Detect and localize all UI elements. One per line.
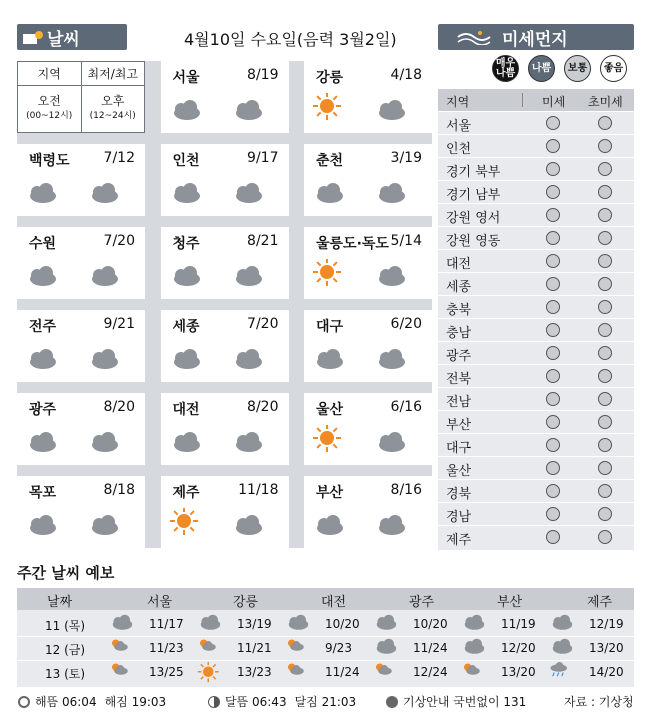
sun-icon	[312, 259, 342, 291]
dust-row	[438, 364, 634, 386]
city-name: 울릉도·독도	[316, 236, 389, 252]
cloud-icon	[87, 514, 123, 540]
weekly-temp: 11/23	[149, 641, 184, 655]
city-name: 대구	[316, 319, 344, 335]
city-name: 전주	[29, 319, 57, 335]
city-name: 대전	[172, 402, 200, 418]
sun-icon	[169, 508, 199, 540]
city-temp: 8/20	[247, 399, 279, 415]
info-text: 기상안내 국번없이 131	[403, 695, 527, 709]
city-temp: 8/18	[103, 482, 135, 498]
weekly-date: 12 (금)	[45, 643, 86, 657]
sunrise: 해뜸 06:04	[35, 695, 97, 709]
cloud-icon	[231, 431, 267, 457]
dust-header-pm10: 미세	[542, 95, 566, 109]
city-name: 강릉	[316, 70, 344, 86]
city-name: 청주	[172, 236, 200, 252]
pm25-dot	[598, 300, 612, 314]
legend-am-range: (00~12시)	[26, 111, 73, 121]
dust-region: 대전	[446, 257, 472, 272]
pm25-dot	[598, 461, 612, 475]
pm10-dot	[546, 277, 560, 291]
city-temp: 9/21	[103, 316, 135, 332]
dust-region: 인천	[446, 142, 472, 157]
pm25-dot	[598, 484, 612, 498]
cloud-icon	[374, 265, 410, 291]
city-temp: 8/16	[390, 482, 422, 498]
city-name: 세종	[172, 319, 200, 335]
dust-header-region: 지역	[446, 95, 470, 109]
dust-title: 미세먼지	[502, 29, 568, 50]
dust-region: 서울	[446, 119, 472, 134]
cloud-icon	[461, 614, 488, 634]
cloud-icon	[461, 638, 488, 658]
weekly-row	[17, 613, 634, 635]
city-cell	[17, 144, 145, 216]
dust-region: 경남	[446, 510, 472, 525]
pm10-dot	[546, 116, 560, 130]
dust-row	[438, 502, 634, 524]
moonrise: 달뜸 06:43	[225, 695, 287, 709]
pm10-dot	[546, 530, 560, 544]
pm25-dot	[598, 392, 612, 406]
city-name: 춘천	[316, 153, 344, 169]
weekly-date: 11 (목)	[45, 619, 86, 633]
legend-minmax: 최저/최고	[87, 67, 138, 81]
dust-row	[438, 456, 634, 478]
legend-region: 지역	[18, 62, 82, 85]
dust-region: 전북	[446, 372, 472, 387]
dust-level-badge: 나쁨	[528, 55, 555, 82]
dust-header-icon	[456, 29, 492, 50]
weekly-temp: 13/19	[237, 617, 272, 631]
dust-row	[438, 180, 634, 202]
dust-region: 강원 영서	[446, 211, 501, 226]
city-temp: 8/21	[247, 233, 279, 249]
dust-row	[438, 134, 634, 156]
dust-row	[438, 295, 634, 317]
city-cell	[304, 61, 432, 133]
city-temp: 9/17	[247, 150, 279, 166]
pm25-dot	[598, 369, 612, 383]
weekly-header-cell: 제주	[587, 595, 613, 610]
dust-table	[438, 89, 634, 550]
weekly-temp: 14/20	[589, 665, 624, 679]
weekly-temp: 12/24	[413, 665, 448, 679]
weather-header	[17, 24, 127, 50]
cloud-icon	[549, 638, 576, 658]
city-name: 부산	[316, 485, 344, 501]
dust-region: 충북	[446, 303, 472, 318]
cloud-icon	[25, 265, 61, 291]
city-name: 백령도	[29, 153, 70, 169]
weekly-row	[17, 637, 634, 659]
dust-region: 전남	[446, 395, 472, 410]
pm10-dot	[546, 254, 560, 268]
city-cell	[161, 476, 289, 548]
cloud-icon	[374, 514, 410, 540]
cloud-icon	[197, 614, 224, 634]
pm25-dot	[598, 346, 612, 360]
moon-icon	[208, 696, 220, 708]
dust-region: 부산	[446, 418, 472, 433]
city-cell	[304, 227, 432, 299]
pm25-dot	[598, 277, 612, 291]
suncloud-icon	[285, 662, 305, 679]
city-temp: 7/12	[103, 150, 135, 166]
dust-region: 경북	[446, 487, 472, 502]
dust-row	[438, 387, 634, 409]
city-name: 수원	[29, 236, 57, 252]
footer-source: 자료 : 기상청	[564, 695, 634, 709]
weekly-temp: 13/25	[149, 665, 184, 679]
cloud-icon	[169, 265, 205, 291]
pm25-dot	[598, 162, 612, 176]
city-cell	[161, 227, 289, 299]
suncloud-icon	[197, 638, 217, 655]
cloud-icon	[169, 348, 205, 374]
suncloud-icon	[461, 662, 481, 679]
legend-pm: 오후	[101, 94, 125, 108]
cloud-icon	[87, 182, 123, 208]
city-name: 서울	[172, 70, 200, 86]
city-cell	[304, 476, 432, 548]
cloud-icon	[87, 348, 123, 374]
dust-region: 광주	[446, 349, 472, 364]
sun-icon	[312, 93, 342, 125]
pm10-dot	[546, 162, 560, 176]
weekly-temp: 13/20	[589, 641, 624, 655]
dust-region: 경기 북부	[446, 165, 501, 180]
dust-table-header	[438, 89, 634, 111]
weekly-temp: 13/23	[237, 665, 272, 679]
city-temp: 7/20	[103, 233, 135, 249]
dust-region: 강원 영동	[446, 234, 501, 249]
weekly-temp: 10/20	[325, 617, 360, 631]
dust-row	[438, 226, 634, 248]
sun-icon	[197, 662, 220, 686]
pm10-dot	[546, 369, 560, 383]
weekly-header-cell: 광주	[409, 595, 435, 610]
cloud-icon	[169, 182, 205, 208]
dust-row	[438, 203, 634, 225]
dust-row	[438, 249, 634, 271]
city-temp: 3/19	[390, 150, 422, 166]
dust-region: 울산	[446, 464, 472, 479]
city-temp: 8/20	[103, 399, 135, 415]
weather-grid	[17, 61, 432, 548]
pm10-dot	[546, 323, 560, 337]
weekly-temp: 9/23	[325, 641, 352, 655]
weekly-header-cell: 서울	[147, 595, 173, 610]
pm25-dot	[598, 231, 612, 245]
dust-level-badge: 좋음	[600, 55, 627, 82]
cloud-icon	[25, 514, 61, 540]
city-temp: 6/16	[390, 399, 422, 415]
footer-info	[386, 693, 526, 710]
cloud-icon	[25, 431, 61, 457]
city-name: 울산	[316, 402, 344, 418]
pm10-dot	[546, 139, 560, 153]
dust-row	[438, 272, 634, 294]
cloud-icon	[374, 348, 410, 374]
city-cell	[161, 61, 289, 133]
cloud-icon	[231, 99, 267, 125]
dust-row	[438, 410, 634, 432]
pm10-dot	[546, 231, 560, 245]
weekly-temp: 11/19	[501, 617, 536, 631]
dust-row	[438, 111, 634, 133]
city-temp: 7/20	[247, 316, 279, 332]
cloud-icon	[231, 514, 267, 540]
sun-icon	[18, 696, 30, 708]
city-temp: 5/14	[390, 233, 422, 249]
cloud-icon	[87, 265, 123, 291]
suncloud-icon	[109, 662, 129, 679]
weekly-date: 13 (토)	[45, 667, 86, 681]
pm25-dot	[598, 507, 612, 521]
dust-level-badge: 보통	[564, 55, 591, 82]
pm10-dot	[546, 461, 560, 475]
weekly-temp: 12/20	[501, 641, 536, 655]
weather-date: 4월10일 수요일(음력 3월2일)	[184, 30, 397, 49]
cloud-icon	[231, 348, 267, 374]
cloud-icon	[312, 514, 348, 540]
dust-row	[438, 341, 634, 363]
weekly-header-cell: 대전	[321, 595, 347, 610]
weekly-temp: 11/24	[325, 665, 360, 679]
phone-icon	[386, 696, 398, 708]
weekly-table	[17, 588, 634, 687]
suncloud-icon	[373, 662, 393, 679]
pm10-dot	[546, 415, 560, 429]
footer-moon	[208, 693, 356, 710]
pm10-dot	[546, 392, 560, 406]
cloud-icon	[373, 638, 400, 658]
weekly-header-cell: 강릉	[233, 595, 259, 610]
sun-icon	[312, 425, 342, 457]
city-cell	[304, 310, 432, 382]
dust-region: 세종	[446, 280, 472, 295]
cloud-icon	[312, 182, 348, 208]
weather-legend	[17, 61, 145, 133]
dust-region: 대구	[446, 441, 472, 456]
weekly-temp: 12/19	[589, 617, 624, 631]
dust-region: 충남	[446, 326, 472, 341]
cloud-icon	[109, 614, 136, 634]
pm10-dot	[546, 208, 560, 222]
suncloud-icon	[285, 638, 305, 655]
pm25-dot	[598, 208, 612, 222]
cloud-icon	[169, 99, 205, 125]
city-temp: 8/19	[247, 67, 279, 83]
pm25-dot	[598, 438, 612, 452]
pm25-dot	[598, 185, 612, 199]
cloud-icon	[374, 99, 410, 125]
pm10-dot	[546, 185, 560, 199]
weekly-temp: 11/17	[149, 617, 184, 631]
cloud-icon	[373, 614, 400, 634]
pm10-dot	[546, 507, 560, 521]
pm10-dot	[546, 484, 560, 498]
pm10-dot	[546, 346, 560, 360]
dust-row	[438, 433, 634, 455]
cloud-icon	[231, 265, 267, 291]
city-cell	[17, 310, 145, 382]
dust-row	[438, 157, 634, 179]
city-cell	[17, 393, 145, 465]
cloud-icon	[231, 182, 267, 208]
city-cell	[17, 476, 145, 548]
cloud-icon	[374, 182, 410, 208]
cloud-icon	[25, 348, 61, 374]
weekly-row	[17, 661, 634, 683]
dust-level-badge: 매우 나쁨	[492, 55, 519, 82]
sunset: 해짐 19:03	[104, 695, 167, 709]
pm25-dot	[598, 116, 612, 130]
weekly-header-cell: 부산	[497, 595, 523, 610]
city-cell	[17, 227, 145, 299]
city-cell	[161, 393, 289, 465]
legend-am: 오전	[37, 94, 61, 108]
legend-pm-range: (12~24시)	[89, 111, 136, 121]
weekly-temp: 11/24	[413, 641, 448, 655]
weekly-title: 주간 날씨 예보	[17, 564, 115, 582]
moonset: 달짐 21:03	[294, 695, 357, 709]
pm25-dot	[598, 323, 612, 337]
dust-header-pm25: 초미세	[588, 95, 623, 109]
cloud-icon	[549, 614, 576, 634]
city-cell	[304, 144, 432, 216]
pm10-dot	[546, 300, 560, 314]
footer-sun	[18, 693, 166, 710]
city-cell	[304, 393, 432, 465]
weekly-temp: 10/20	[413, 617, 448, 631]
rain-icon	[549, 662, 569, 680]
weekly-header-row	[17, 588, 634, 610]
dust-row	[438, 479, 634, 501]
city-cell	[161, 310, 289, 382]
city-name: 광주	[29, 402, 57, 418]
weather-header-icon	[23, 29, 45, 45]
dust-header	[438, 24, 634, 50]
dust-row	[438, 318, 634, 340]
cloud-icon	[285, 614, 312, 634]
pm25-dot	[598, 415, 612, 429]
pm25-dot	[598, 254, 612, 268]
cloud-icon	[374, 431, 410, 457]
dust-region: 제주	[446, 533, 472, 548]
weekly-temp: 11/21	[237, 641, 272, 655]
dust-region: 경기 남부	[446, 188, 501, 203]
city-name: 제주	[172, 485, 200, 501]
suncloud-icon	[109, 638, 129, 655]
city-name: 인천	[172, 153, 200, 169]
dust-row	[438, 525, 634, 547]
city-temp: 11/18	[238, 482, 279, 498]
city-cell	[161, 144, 289, 216]
pm10-dot	[546, 438, 560, 452]
cloud-icon	[87, 431, 123, 457]
weekly-temp: 13/20	[501, 665, 536, 679]
cloud-icon	[25, 182, 61, 208]
cloud-icon	[312, 348, 348, 374]
city-name: 목포	[29, 485, 57, 501]
pm25-dot	[598, 139, 612, 153]
weather-title: 날씨	[47, 29, 80, 50]
city-temp: 6/20	[390, 316, 422, 332]
city-temp: 4/18	[390, 67, 422, 83]
cloud-icon	[169, 431, 205, 457]
weekly-header-cell: 날짜	[47, 595, 73, 610]
pm25-dot	[598, 530, 612, 544]
